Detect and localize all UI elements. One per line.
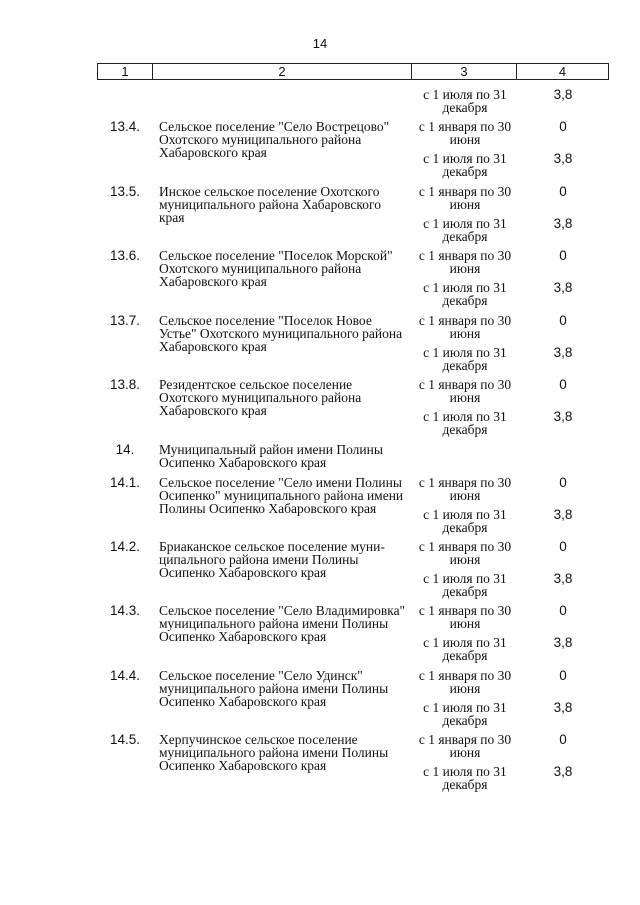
settlement-name: Резидентское сельское поселение Охотского муниципального района Хабаровского края — [159, 377, 362, 418]
period-first: с 1 января по 30 июня — [418, 184, 512, 212]
period-second: с 1 июля по 31 декабря — [423, 507, 507, 535]
rate-first: 0 — [559, 313, 567, 328]
rate-second: 3,8 — [553, 571, 573, 586]
row-number: 13.8. — [109, 377, 141, 392]
rate-first: 0 — [559, 668, 567, 683]
rate-second: 3,8 — [553, 87, 573, 102]
period-second: с 1 июля по 31 декабря — [423, 571, 507, 599]
settlement-name: Херпучинское сельское поселение муниципального района имени Полины Осипенко Хабаровского края — [159, 732, 389, 773]
settlement-name: Бриаканское сельское поселение муниципального района имени Полины Осипенко Хабаровского края — [159, 539, 385, 580]
settlement-name: Сельское поселение "Село Удинск" муниципального района имени Полины Осипенко Хабаровского края — [159, 668, 389, 709]
row-number: 13.7. — [109, 313, 141, 328]
settlement-name: Сельское поселение "Поселок Морской" Охотского муниципального района Хабаровского края — [159, 248, 393, 289]
column-header-2: 2 — [152, 63, 412, 80]
rate-first: 0 — [559, 539, 567, 554]
rate-second: 3,8 — [553, 409, 573, 424]
period-first: с 1 января по 30 июня — [418, 248, 512, 276]
period-second: с 1 июля по 31 декабря — [423, 764, 507, 792]
row-number: 14.4. — [109, 668, 141, 683]
period-first: с 1 января по 30 июня — [418, 313, 512, 341]
rate-second: 3,8 — [553, 764, 573, 779]
rate-first: 0 — [559, 732, 567, 747]
period-second: с 1 июля по 31 декабря — [423, 216, 507, 244]
row-number: 14.3. — [109, 603, 141, 618]
rate-second: 3,8 — [553, 280, 573, 295]
row-number: 14.1. — [109, 475, 141, 490]
rate-first: 0 — [559, 248, 567, 263]
period-first: с 1 января по 30 июня — [418, 377, 512, 405]
rate-second: 3,8 — [553, 151, 573, 166]
table-header — [97, 63, 609, 81]
settlement-name: Сельское поселение "Село Владимировка" муниципального района имени Полины Осипенко Хабаровского края — [159, 603, 406, 644]
column-header-1: 1 — [97, 63, 153, 80]
period-second: с 1 июля по 31 декабря — [423, 280, 507, 308]
settlement-name: Сельское поселение "Село имени Полины Осипенко" муниципального района имени Полины Осипенко Хабаровского края — [159, 475, 404, 516]
period-second: с 1 июля по 31 декабря — [423, 87, 507, 115]
settlement-name: Инское сельское поселение Охотского муниципального района Хабаровского края — [159, 184, 381, 225]
settlement-name: Сельское поселение "Поселок Новое Устье" Охотского муниципального района Хабаровского края — [159, 313, 403, 354]
column-header-3: 3 — [411, 63, 517, 80]
period-first: с 1 января по 30 июня — [418, 603, 512, 631]
row-number: 14.5. — [109, 732, 141, 747]
period-second: с 1 июля по 31 декабря — [423, 409, 507, 437]
period-first: с 1 января по 30 июня — [418, 539, 512, 567]
page-number: 14 — [312, 36, 328, 51]
period-second: с 1 июля по 31 декабря — [423, 151, 507, 179]
rate-first: 0 — [559, 377, 567, 392]
period-second: с 1 июля по 31 декабря — [423, 345, 507, 373]
row-number: 13.5. — [109, 184, 141, 199]
settlement-name: Муниципальный район имени Полины Осипенко Хабаровского края — [159, 442, 383, 470]
period-first: с 1 января по 30 июня — [418, 732, 512, 760]
row-number: 13.4. — [109, 119, 141, 134]
column-header-4: 4 — [516, 63, 609, 80]
rate-second: 3,8 — [553, 345, 573, 360]
rate-first: 0 — [559, 475, 567, 490]
row-number: 14.2. — [109, 539, 141, 554]
period-second: с 1 июля по 31 декабря — [423, 635, 507, 663]
period-first: с 1 января по 30 июня — [418, 119, 512, 147]
period-first: с 1 января по 30 июня — [418, 668, 512, 696]
rate-second: 3,8 — [553, 216, 573, 231]
period-first: с 1 января по 30 июня — [418, 475, 512, 503]
rate-second: 3,8 — [553, 700, 573, 715]
settlement-name: Сельское поселение "Село Вострецово" Охотского муниципального района Хабаровского края — [159, 119, 390, 160]
rate-second: 3,8 — [553, 635, 573, 650]
rate-first: 0 — [559, 184, 567, 199]
period-second: с 1 июля по 31 декабря — [423, 700, 507, 728]
rate-first: 0 — [559, 119, 567, 134]
rate-second: 3,8 — [553, 507, 573, 522]
row-number: 13.6. — [109, 248, 141, 263]
rate-first: 0 — [559, 603, 567, 618]
row-number: 14. — [115, 442, 135, 457]
